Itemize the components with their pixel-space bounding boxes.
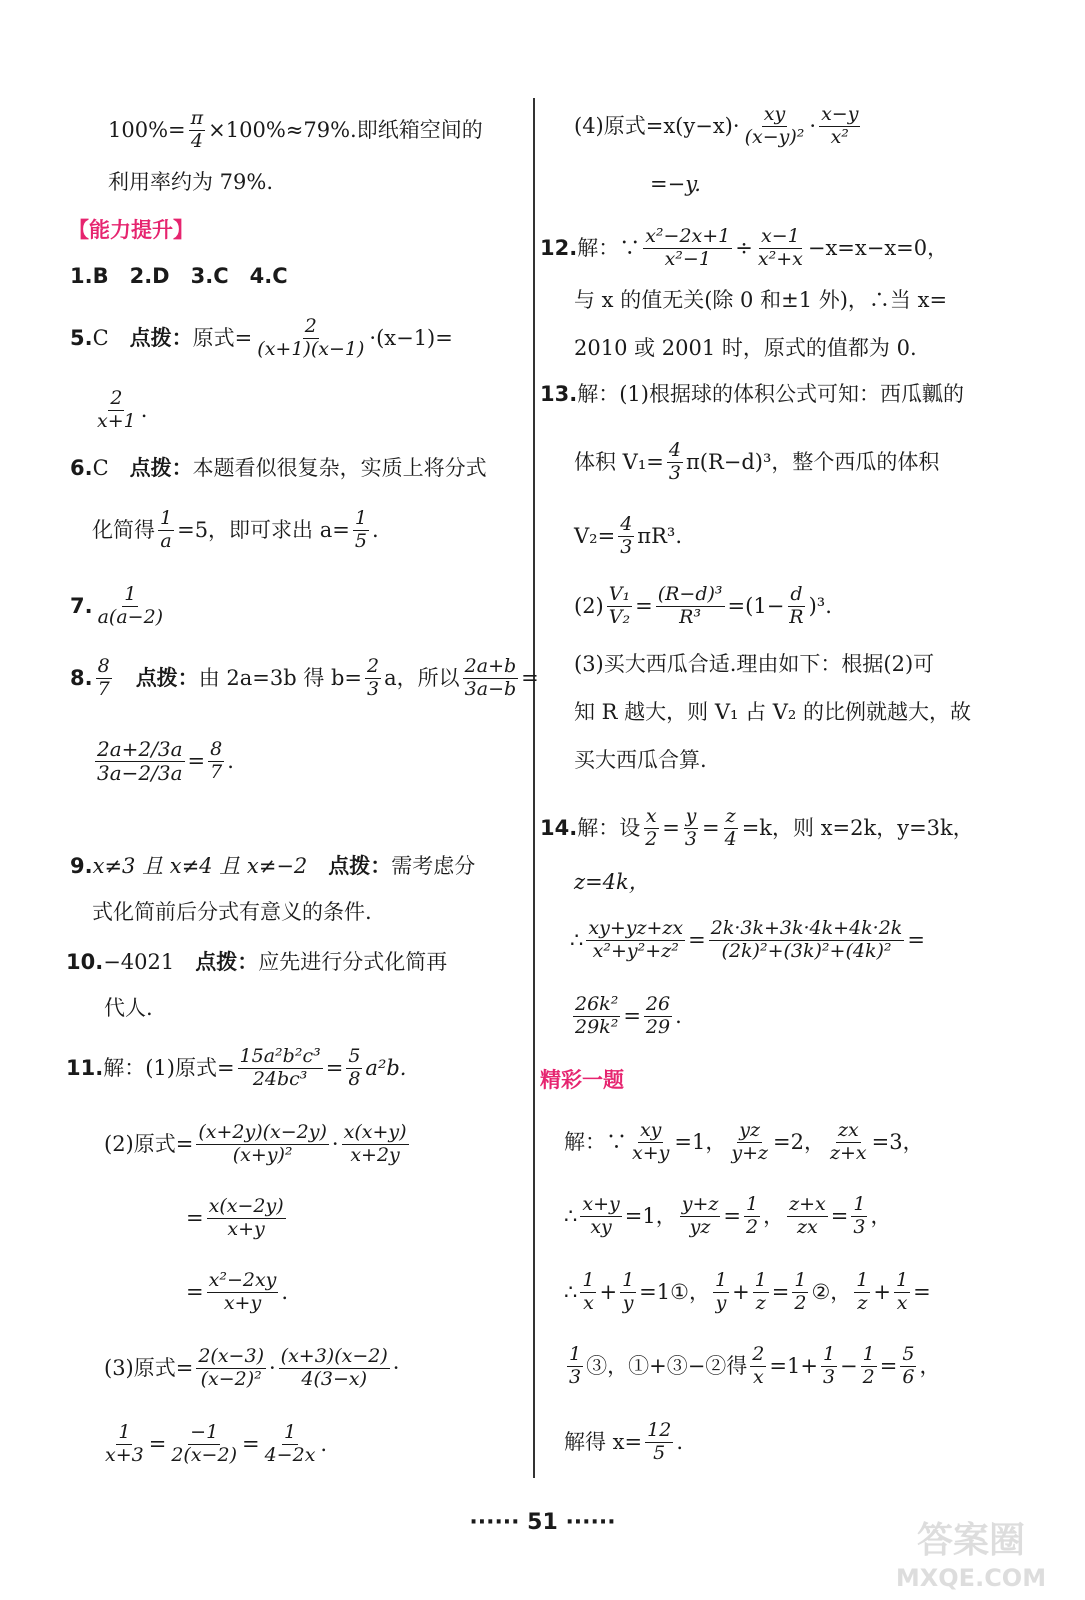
question-13-volume1: 体积 V₁= $\frac{4}{3}$ π(R−d)³，整个西瓜的体积 — [574, 439, 940, 484]
question-5-cont: $\frac{2}{x+1}$ . — [97, 387, 148, 432]
question-11: 11. 解：(1)原式= $\frac{\text{15a²b²c³}}{\text{24bc³}}$ = $\frac{5}{8}$ a²b. — [66, 1045, 407, 1090]
fraction: $\frac{5}{8}$ — [348, 1045, 361, 1090]
fraction: $\frac{2}{3}$ — [367, 655, 380, 700]
fraction: $\frac{z}{4}$ — [724, 805, 737, 850]
fraction: $\frac{x(x-2y)}{x+y}$ — [208, 1195, 284, 1240]
question-10-cont: 代人. — [104, 996, 153, 1020]
fraction: $\frac{1}{2}$ — [794, 1269, 807, 1314]
fraction: $\frac{x+y}{xy}$ — [582, 1193, 620, 1238]
fraction: $\frac{y}{3}$ — [684, 805, 697, 850]
fraction: $\frac{1}{2}$ — [746, 1193, 759, 1238]
fraction: $\frac{x-1}{\text{x²+x}}$ — [757, 225, 803, 270]
fraction: $\frac{\text{V₁}}{\text{V₂}}$ — [608, 583, 631, 628]
fraction: $\frac{8}{7}$ — [210, 738, 223, 783]
fraction: $\frac{\text{x²−2x+1}}{\text{x²−1}}$ — [645, 225, 731, 270]
fraction: $\frac{8}{7}$ — [97, 655, 110, 700]
answers-1-4: 1.B 2.D 3.C 4.C — [70, 264, 288, 288]
question-13: 13. 解：(1)根据球的体积公式可知：西瓜瓤的 — [540, 382, 964, 406]
question-14-result: $\frac{\text{26k²}}{\text{29k²}}$ = $\frac{26}{29}$ . — [575, 993, 682, 1038]
fraction: $\frac{\text{(R−d)³}}{\text{R³}}$ — [657, 583, 723, 628]
column-divider — [533, 98, 535, 1478]
line-l02: 利用率约为 79%. — [108, 170, 274, 194]
fraction: $\frac{1}{4-2x}$ — [264, 1421, 316, 1466]
highlight-line-3: ∴ $\frac{1}{x}$ + $\frac{1}{y}$ =1①， $\frac{1}{y}$ + $\frac{1}{z}$ = $\frac{1}{2}$ ②， $\frac{1}{z}$ + $\frac{1}{x}$ = — [564, 1269, 931, 1314]
fraction: $\frac{zx}{z+x}$ — [829, 1119, 867, 1164]
fraction: $\frac{1}{a(a-2)}$ — [97, 583, 164, 628]
question-12: 12. 解：∵ $\frac{\text{x²−2x+1}}{\text{x²−1}}$ ÷ $\frac{x-1}{\text{x²+x}}$ −x=x−x=0， — [540, 225, 949, 270]
fraction: $\frac{yz}{y+z}$ — [731, 1119, 769, 1164]
fraction: $\frac{26}{29}$ — [645, 993, 671, 1038]
question-7: 7. $\frac{1}{a(a-2)}$ — [70, 583, 164, 628]
question-10: 10. −4021 点拨： 应先进行分式化简再 — [66, 950, 448, 974]
fraction: $\frac{1}{x+3}$ — [105, 1421, 144, 1466]
fraction: $\frac{xy}{\text{(x−y)²}}$ — [744, 103, 805, 148]
question-14: 14. 解：设 $\frac{x}{2}$ = $\frac{y}{3}$ = $\frac{z}{4}$ =k，则 x=2k，y=3k， — [540, 805, 974, 850]
fraction: $\frac{1}{y}$ — [622, 1269, 635, 1314]
fraction: $\frac{1}{3}$ — [822, 1343, 836, 1388]
fraction: $\frac{1}{2}$ — [862, 1343, 875, 1388]
watermark-text-1: 答案圈 — [916, 1520, 1026, 1561]
question-11-4-result: =−y. — [650, 172, 701, 196]
section-heading-highlight: 精彩一题 — [540, 1068, 624, 1092]
question-11-2-result: = $\frac{\text{x²−2xy}}{x+y}$ . — [186, 1269, 289, 1314]
fraction: $\frac{y+z}{yz}$ — [681, 1193, 719, 1238]
fraction: $\frac{\pi}{4}$ — [190, 107, 204, 152]
question-13-volume2: V₂= $\frac{4}{3}$ πR³. — [574, 513, 682, 558]
fraction: $\frac{x-y}{\text{x²}}$ — [821, 103, 859, 148]
question-8-cont: $\frac{2a+2/3a}{3a-2/3a}$ = $\frac{8}{7}$ . — [97, 737, 234, 785]
highlight-line-2: ∴ $\frac{x+y}{xy}$ =1， $\frac{y+z}{yz}$ = $\frac{1}{2}$ ， $\frac{z+x}{zx}$ = $\frac{1}{3}$ ， — [564, 1193, 892, 1238]
fraction: $\frac{1}{z}$ — [856, 1269, 869, 1314]
question-12-cont: 与 x 的值无关(除 0 和±1 外)，∴当 x= — [574, 288, 948, 312]
fraction: $\frac{5}{6}$ — [902, 1343, 915, 1388]
fraction: $\frac{2}{x}$ — [752, 1343, 765, 1388]
fraction: $\frac{4}{3}$ — [668, 439, 681, 484]
question-13-part3-cont: 知 R 越大，则 V₁ 占 V₂ 的比例就越大，故 — [574, 700, 972, 724]
fraction: $\frac{1}{z}$ — [754, 1269, 767, 1314]
question-5: 5. C 点拨： 原式= $\frac{2}{(x+1)(x-1)}$ ·(x−1)= — [70, 315, 453, 360]
fraction: $\frac{1}{y}$ — [714, 1269, 728, 1314]
question-13-ratio: (2) $\frac{\text{V₁}}{\text{V₂}}$ = $\frac{\text{(R−d)³}}{\text{R³}}$ =(1− $\frac{d}{R}$ )³. — [574, 583, 832, 628]
fraction: $\frac{2}{x+1}$ — [97, 387, 136, 432]
question-6: 6. C 点拨： 本题看似很复杂，实质上将分式 — [70, 456, 487, 480]
question-9-cont: 式化简前后分式有意义的条件. — [92, 900, 372, 924]
question-11-2-step: = $\frac{x(x-2y)}{x+y}$ — [186, 1195, 284, 1240]
fraction: $\frac{\text{15a²b²c³}}{\text{24bc³}}$ — [239, 1045, 321, 1090]
question-13-part3-end: 买大西瓜合算. — [574, 748, 707, 772]
section-heading-ability: 【能力提升】 — [68, 218, 194, 242]
highlight-line-4: $\frac{1}{3}$ ③，①+③−②得 $\frac{2}{x}$ =1+ $\frac{1}{3}$ − $\frac{1}{2}$ = $\frac{5}{6}$ ， — [569, 1343, 941, 1388]
highlight-line-5: 解得 x= $\frac{12}{5}$ . — [564, 1419, 683, 1464]
fraction: $\frac{(x+2y)(x-2y)}{\text{(x+y)²}}$ — [198, 1121, 327, 1166]
fraction: $\frac{2(x-3)}{\text{(x−2)²}}$ — [198, 1345, 264, 1390]
fraction: $\frac{2}{(x+1)(x-1)}$ — [257, 315, 365, 360]
fraction: $\frac{1}{3}$ — [853, 1193, 866, 1238]
fraction: $\frac{\text{x²−2xy}}{x+y}$ — [208, 1269, 277, 1314]
fraction: $\frac{\text{26k²}}{\text{29k²}}$ — [575, 993, 619, 1038]
question-11-2: (2)原式= $\frac{(x+2y)(x-2y)}{\text{(x+y)²}}$ · $\frac{x(x+y)}{x+2y}$ — [104, 1121, 407, 1166]
fraction: $\frac{-1}{2(x-2)}$ — [171, 1421, 237, 1466]
page-number: ······ 51 ······ — [469, 1510, 616, 1535]
question-14-cont: z=4k， — [574, 870, 650, 894]
fraction: $\frac{x(x+y)}{x+2y}$ — [343, 1121, 407, 1166]
question-11-3: (3)原式= $\frac{2(x-3)}{\text{(x−2)²}}$ · $\frac{(x+3)(x-2)}{4(3-x)}$ · — [104, 1345, 400, 1390]
fraction: $\frac{2k\cdot 3k+3k\cdot 4k+4k\cdot 2k}{\text{(2k)²+(3k)²+(4k)²}}$ — [710, 917, 903, 962]
fraction: $\frac{12}{5}$ — [647, 1419, 672, 1464]
fraction: $\frac{x}{2}$ — [645, 805, 658, 850]
fraction: $\frac{d}{R}$ — [789, 583, 804, 628]
question-8: 8. $\frac{8}{7}$ 点拨： 由 2a=3b 得 b= $\frac{2}{3}$ a，所以 $\frac{2a+b}{3a-b}$ = — [70, 655, 539, 700]
fraction: $\frac{xy+yz+zx}{\text{x²+y²+z²}}$ — [588, 917, 684, 962]
question-6-cont: 化简得 $\frac{1}{a}$ =5，即可求出 a= $\frac{1}{5}$ . — [92, 507, 379, 552]
question-11-3-result: $\frac{1}{x+3}$ = $\frac{-1}{2(x-2)}$ = $\frac{1}{4-2x}$ . — [105, 1421, 328, 1466]
fraction: $\frac{1}{3}$ — [569, 1343, 582, 1388]
question-11-4: (4)原式=x(y−x)· $\frac{xy}{\text{(x−y)²}}$ · $\frac{x-y}{\text{x²}}$ — [574, 103, 859, 148]
fraction: $\frac{1}{5}$ — [354, 507, 367, 552]
fraction: $\frac{z+x}{zx}$ — [789, 1193, 826, 1238]
fraction: $\frac{1}{x}$ — [896, 1269, 909, 1314]
fraction: $\frac{2a+2/3a}{3a-2/3a}$ — [97, 737, 183, 785]
question-12-cont2: 2010 或 2001 时，原式的值都为 0. — [574, 336, 917, 360]
watermark-text-2: MXQE.COM — [895, 1564, 1047, 1592]
question-14-calc: ∴ $\frac{xy+yz+zx}{\text{x²+y²+z²}}$ = $\frac{2k\cdot 3k+3k\cdot 4k+4k\cdot 2k}{\text{(2k)²+(3k)²+(4k)²}}$ = — [570, 917, 925, 962]
fraction: $\frac{2a+b}{3a-b}$ — [464, 655, 517, 700]
question-9: 9. x≠3 且 x≠4 且 x≠−2 点拨： 需考虑分 — [70, 854, 476, 878]
fraction: $\frac{1}{x}$ — [582, 1269, 595, 1314]
watermark-logo — [871, 1512, 1071, 1592]
fraction: $\frac{1}{a}$ — [160, 507, 173, 552]
line-l01: 100%= $\frac{\pi}{4}$ ×100%≈79%.即纸箱空间的 — [108, 107, 483, 152]
highlight-line-1: 解：∵ $\frac{xy}{x+y}$ =1， $\frac{yz}{y+z}$ =2， $\frac{zx}{z+x}$ =3， — [564, 1119, 924, 1164]
fraction: $\frac{4}{3}$ — [620, 513, 633, 558]
fraction: $\frac{xy}{x+y}$ — [632, 1119, 670, 1164]
question-13-part3: (3)买大西瓜合适.理由如下：根据(2)可 — [574, 652, 935, 676]
fraction: $\frac{(x+3)(x-2)}{4(3-x)}$ — [280, 1345, 388, 1390]
